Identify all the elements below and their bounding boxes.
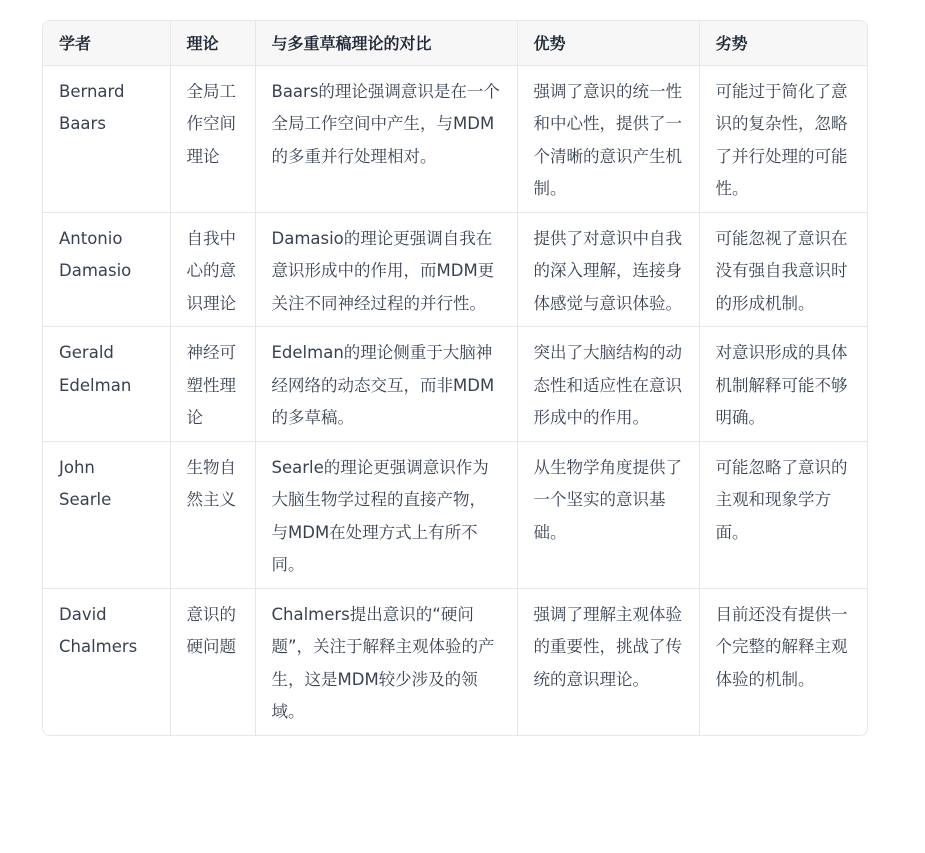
table-row bbox=[43, 212, 868, 327]
table-row bbox=[43, 327, 868, 442]
scholar-first-name: Gerald bbox=[59, 343, 114, 362]
header-disadvantage: 劣势 bbox=[699, 21, 868, 65]
comparison-table-container bbox=[42, 20, 868, 736]
cell-scholar bbox=[43, 327, 170, 442]
cell-scholar bbox=[43, 441, 170, 588]
cell-comparison: Edelman的理论侧重于大脑神经网络的动态交互，而非MDM的多草稿。 bbox=[255, 327, 517, 442]
cell-theory: 全局工作空间理论 bbox=[170, 65, 255, 212]
cell-advantage: 突出了大脑结构的动态性和适应性在意识形成中的作用。 bbox=[517, 327, 699, 442]
scholar-first-name: Antonio bbox=[59, 228, 123, 248]
header-comparison: 与多重草稿理论的对比 bbox=[255, 21, 517, 65]
cell-theory: 生物自然主义 bbox=[170, 441, 255, 588]
scholar-first-name: John bbox=[59, 457, 95, 477]
header-scholar: 学者 bbox=[43, 21, 170, 65]
cell-comparison: Chalmers提出意识的“硬问题”，关注于解释主观体验的产生，这是MDM较少涉及的领域。 bbox=[255, 588, 517, 735]
cell-advantage: 提供了对意识中自我的深入理解，连接身体感觉与意识体验。 bbox=[517, 212, 699, 327]
cell-advantage: 从生物学角度提供了一个坚实的意识基础。 bbox=[517, 441, 699, 588]
cell-disadvantage: 可能忽略了意识的主观和现象学方面。 bbox=[699, 441, 868, 588]
scholar-first-name: David bbox=[59, 604, 107, 624]
scholar-last-name: Searle bbox=[59, 490, 112, 509]
cell-theory: 神经可塑性理论 bbox=[170, 327, 255, 442]
scholar-last-name: Edelman bbox=[59, 375, 132, 395]
scholar-last-name: Baars bbox=[59, 114, 106, 133]
cell-comparison: Baars的理论强调意识是在一个全局工作空间中产生，与MDM的多重并行处理相对。 bbox=[255, 65, 517, 212]
cell-comparison: Searle的理论更强调意识作为大脑生物学过程的直接产物，与MDM在处理方式上有所不同。 bbox=[255, 441, 517, 588]
comparison-table bbox=[43, 21, 868, 735]
cell-disadvantage: 可能过于简化了意识的复杂性，忽略了并行处理的可能性。 bbox=[699, 65, 868, 212]
cell-advantage: 强调了理解主观体验的重要性，挑战了传统的意识理论。 bbox=[517, 588, 699, 735]
cell-scholar bbox=[43, 212, 170, 327]
table-row bbox=[43, 65, 868, 212]
table-row bbox=[43, 441, 868, 588]
cell-scholar bbox=[43, 65, 170, 212]
cell-comparison: Damasio的理论更强调自我在意识形成中的作用，而MDM更关注不同神经过程的并行性。 bbox=[255, 212, 517, 327]
cell-theory: 意识的硬问题 bbox=[170, 588, 255, 735]
table-header-row bbox=[43, 21, 868, 65]
cell-disadvantage: 目前还没有提供一个完整的解释主观体验的机制。 bbox=[715, 604, 848, 689]
scholar-first-name: Bernard bbox=[59, 81, 125, 101]
cell-scholar bbox=[43, 588, 170, 735]
table-row bbox=[43, 588, 868, 735]
header-theory: 理论 bbox=[170, 21, 255, 65]
cell-advantage: 强调了意识的统一性和中心性，提供了一个清晰的意识产生机制。 bbox=[517, 65, 699, 212]
cell-theory: 自我中心的意识理论 bbox=[170, 212, 255, 327]
cell-disadvantage: 对意识形成的具体机制解释可能不够明确。 bbox=[699, 327, 868, 442]
cell-disadvantage: 可能忽视了意识在没有强自我意识时的形成机制。 bbox=[699, 212, 868, 327]
scholar-last-name: Chalmers bbox=[59, 637, 138, 656]
header-advantage: 优势 bbox=[517, 21, 699, 65]
scholar-last-name: Damasio bbox=[59, 261, 132, 280]
